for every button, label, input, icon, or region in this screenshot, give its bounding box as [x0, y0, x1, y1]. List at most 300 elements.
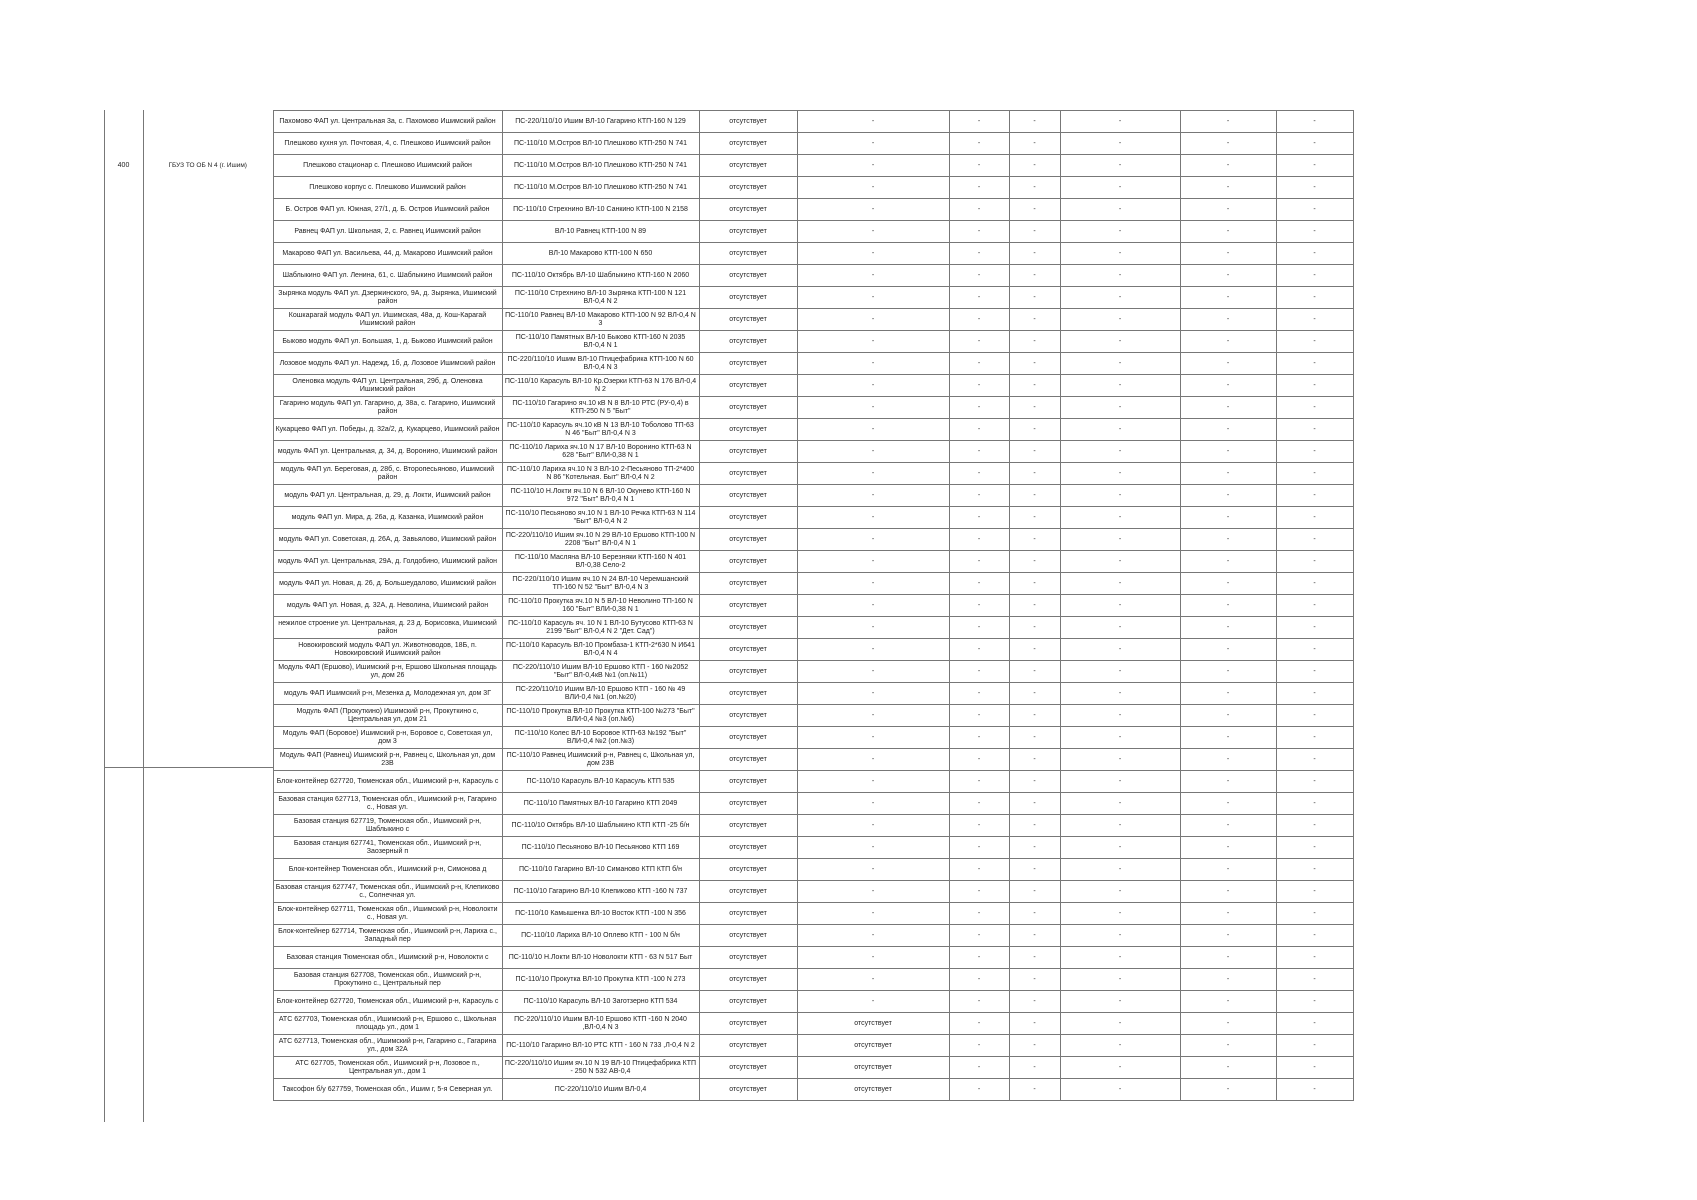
dash-cell: - — [797, 265, 949, 287]
dash-cell: - — [1276, 991, 1353, 1013]
backup-source-cell: отсутствует — [699, 793, 797, 815]
table-body — [104, 111, 1353, 1101]
table-row — [104, 331, 1353, 353]
object-address-cell: Равнец ФАП ул. Школьная, 2, с. Равнец Ишимский район — [273, 221, 502, 243]
dash-cell: - — [797, 683, 949, 705]
reliability-table-sheet — [104, 110, 1353, 1101]
left-border-col1 — [143, 110, 144, 1122]
dash-cell: - — [797, 419, 949, 441]
dash-cell: - — [1009, 903, 1060, 925]
dash-cell: - — [1060, 463, 1180, 485]
object-address-cell: Модуль ФАП (Прокуткино) Ишимский р-н, Прокуткино с, Центральная ул, дом 21 — [273, 705, 502, 727]
status-cell: отсутствует — [797, 1079, 949, 1101]
dash-cell: - — [1060, 243, 1180, 265]
dash-cell: - — [1009, 573, 1060, 595]
dash-cell: - — [1180, 287, 1276, 309]
dash-cell: - — [1276, 661, 1353, 683]
dash-cell: - — [797, 551, 949, 573]
dash-cell: - — [1060, 397, 1180, 419]
dash-cell: - — [1009, 859, 1060, 881]
dash-cell: - — [797, 155, 949, 177]
dash-cell: - — [1180, 1057, 1276, 1079]
dash-cell: - — [1060, 639, 1180, 661]
backup-source-cell: отсутствует — [699, 331, 797, 353]
dash-cell: - — [797, 309, 949, 331]
dash-cell: - — [1180, 507, 1276, 529]
backup-source-cell: отсутствует — [699, 595, 797, 617]
dash-cell: - — [1276, 507, 1353, 529]
power-source-cell: ВЛ-10 Равнец КТП-100 N 89 — [502, 221, 699, 243]
table-row — [104, 155, 1353, 177]
dash-cell: - — [949, 243, 1009, 265]
dash-cell: - — [1060, 1035, 1180, 1057]
backup-source-cell: отсутствует — [699, 419, 797, 441]
organization-cell — [143, 661, 273, 683]
backup-source-cell: отсутствует — [699, 441, 797, 463]
backup-source-cell: отсутствует — [699, 1079, 797, 1101]
left-border-col0 — [104, 110, 105, 1122]
object-address-cell: Блок-контейнер 627720, Тюменская обл., Ишимский р-н, Карасуль с — [273, 991, 502, 1013]
organization-cell — [143, 1057, 273, 1079]
organization-cell — [143, 529, 273, 551]
dash-cell: - — [1180, 265, 1276, 287]
row-number-cell — [104, 1057, 143, 1079]
dash-cell: - — [1009, 331, 1060, 353]
dash-cell: - — [1180, 595, 1276, 617]
dash-cell: - — [1060, 155, 1180, 177]
object-address-cell: модуль ФАП ул. Новая, д. 26, д. Большеудалово, Ишимский район — [273, 573, 502, 595]
organization-cell — [143, 925, 273, 947]
dash-cell: - — [1009, 133, 1060, 155]
row-number-cell — [104, 155, 143, 177]
dash-cell: - — [1180, 375, 1276, 397]
dash-cell: - — [1276, 353, 1353, 375]
table-row — [104, 221, 1353, 243]
power-source-cell: ПС-220/110/10 Ишим ВЛ-10 Ершово КТП -160 N 2040 ,ВЛ-0,4 N 3 — [502, 1013, 699, 1035]
table-row — [104, 133, 1353, 155]
dash-cell: - — [797, 947, 949, 969]
dash-cell: - — [1009, 441, 1060, 463]
table-row — [104, 485, 1353, 507]
dash-cell: - — [797, 573, 949, 595]
dash-cell: - — [1060, 1013, 1180, 1035]
dash-cell: - — [949, 155, 1009, 177]
backup-source-cell: отсутствует — [699, 309, 797, 331]
row-number-cell — [104, 221, 143, 243]
object-address-cell: модуль ФАП ул. Центральная, д. 29, д. Локти, Ишимский район — [273, 485, 502, 507]
dash-cell: - — [1180, 441, 1276, 463]
dash-cell: - — [949, 287, 1009, 309]
dash-cell: - — [1180, 749, 1276, 771]
row-number-cell — [104, 881, 143, 903]
backup-source-cell: отсутствует — [699, 463, 797, 485]
backup-source-cell: отсутствует — [699, 111, 797, 133]
object-address-cell: Макарово ФАП ул. Васильева, 44, д. Макарово Ишимский район — [273, 243, 502, 265]
organization-cell — [143, 551, 273, 573]
power-source-cell: ПС-110/10 М.Остров ВЛ-10 Плешково КТП-250 N 741 — [502, 133, 699, 155]
dash-cell: - — [1180, 463, 1276, 485]
dash-cell: - — [1276, 287, 1353, 309]
dash-cell: - — [1180, 705, 1276, 727]
power-source-cell: ПС-220/110/10 Ишим ВЛ-0,4 — [502, 1079, 699, 1101]
dash-cell: - — [1276, 705, 1353, 727]
object-address-cell: Базовая станция 627708, Тюменская обл., Ишимский р-н, Прокуткино с., Центральный пер — [273, 969, 502, 991]
organization-cell — [143, 1035, 273, 1057]
dash-cell: - — [1009, 793, 1060, 815]
power-source-cell: ПС-110/10 Карасуль ВЛ-10 Заготзерно КТП 534 — [502, 991, 699, 1013]
organization-cell — [143, 155, 273, 177]
table-row — [104, 661, 1353, 683]
dash-cell: - — [949, 221, 1009, 243]
dash-cell: - — [797, 507, 949, 529]
dash-cell: - — [1180, 243, 1276, 265]
dash-cell: - — [1009, 353, 1060, 375]
row-number-cell — [104, 925, 143, 947]
dash-cell: - — [1009, 485, 1060, 507]
dash-cell: - — [797, 243, 949, 265]
table-row — [104, 529, 1353, 551]
object-address-cell: Базовая станция Тюменская обл., Ишимский р-н, Новолокти с — [273, 947, 502, 969]
object-address-cell: Шаблыкино ФАП ул. Ленина, 61, с. Шаблыкино Ишимский район — [273, 265, 502, 287]
dash-cell: - — [1276, 463, 1353, 485]
object-address-cell: Базовая станция 627741, Тюменская обл., Ишимский р-н, Заозерный п — [273, 837, 502, 859]
dash-cell: - — [1180, 1079, 1276, 1101]
dash-cell: - — [1009, 287, 1060, 309]
dash-cell: - — [949, 265, 1009, 287]
table-row — [104, 573, 1353, 595]
organization-cell — [143, 111, 273, 133]
dash-cell: - — [1060, 419, 1180, 441]
dash-cell: - — [1276, 595, 1353, 617]
dash-cell: - — [1060, 815, 1180, 837]
dash-cell: - — [797, 881, 949, 903]
dash-cell: - — [1060, 947, 1180, 969]
dash-cell: - — [1276, 859, 1353, 881]
power-source-cell: ПС-110/10 Памятных ВЛ-10 Гагарино КТП 2049 — [502, 793, 699, 815]
organization-cell — [143, 309, 273, 331]
dash-cell: - — [1060, 1079, 1180, 1101]
object-address-cell: модуль ФАП ул. Центральная, 29А, д. Голдобино, Ишимский район — [273, 551, 502, 573]
dash-cell: - — [797, 859, 949, 881]
power-source-cell: ПС-220/110/10 Ишим ВЛ-10 Ершово КТП - 160 №2052 "Быт" ВЛ-0,4кВ №1 (оп.№11) — [502, 661, 699, 683]
dash-cell: - — [1009, 683, 1060, 705]
organization-cell — [143, 771, 273, 793]
status-cell: отсутствует — [797, 1013, 949, 1035]
dash-cell: - — [1180, 1013, 1276, 1035]
dash-cell: - — [1009, 243, 1060, 265]
object-address-cell: Пахомово ФАП ул. Центральная 3а, с. Пахомово Ишимский район — [273, 111, 502, 133]
table-row — [104, 837, 1353, 859]
table-row — [104, 353, 1353, 375]
dash-cell: - — [797, 793, 949, 815]
row-number-cell — [104, 441, 143, 463]
object-address-cell: Лозовое модуль ФАП ул. Надежд, 1б, д. Лозовое Ишимский район — [273, 353, 502, 375]
row-number-cell — [104, 331, 143, 353]
dash-cell: - — [1180, 199, 1276, 221]
backup-source-cell: отсутствует — [699, 1035, 797, 1057]
power-source-cell: ПС-110/10 Лариха яч.10 N 17 ВЛ-10 Воронино КТП-63 N 628 "Быт" ВЛИ-0,38 N 1 — [502, 441, 699, 463]
backup-source-cell: отсутствует — [699, 991, 797, 1013]
dash-cell: - — [1060, 859, 1180, 881]
dash-cell: - — [949, 331, 1009, 353]
dash-cell: - — [949, 1013, 1009, 1035]
organization-cell — [143, 243, 273, 265]
organization-cell — [143, 903, 273, 925]
dash-cell: - — [1276, 419, 1353, 441]
organization-cell — [143, 595, 273, 617]
power-source-cell: ПС-110/10 Масляна ВЛ-10 Березняки КТП-160 N 401 ВЛ-0,38 Село-2 — [502, 551, 699, 573]
dash-cell: - — [1276, 111, 1353, 133]
object-address-cell: Плешково стационар с. Плешково Ишимский район — [273, 155, 502, 177]
dash-cell: - — [1180, 639, 1276, 661]
dash-cell: - — [949, 133, 1009, 155]
dash-cell: - — [1276, 1013, 1353, 1035]
dash-cell: - — [1009, 815, 1060, 837]
power-source-cell: ПС-110/10 Карасуль яч.10 кВ N 13 ВЛ-10 Тоболово ТП-63 N 46 "Быт" ВЛ-0,4 N 3 — [502, 419, 699, 441]
dash-cell: - — [1276, 309, 1353, 331]
row-number-cell — [104, 727, 143, 749]
dash-cell: - — [949, 639, 1009, 661]
dash-cell: - — [1180, 133, 1276, 155]
organization-cell — [143, 969, 273, 991]
row-number-cell — [104, 683, 143, 705]
power-source-cell: ПС-110/10 Карасуль ВЛ-10 Промбаза-1 КТП-2*630 N И641 ВЛ-0,4 N 4 — [502, 639, 699, 661]
dash-cell: - — [797, 705, 949, 727]
status-cell: отсутствует — [797, 1035, 949, 1057]
dash-cell: - — [797, 529, 949, 551]
object-address-cell: Блок-контейнер Тюменская обл., Ишимский р-н, Симонова д — [273, 859, 502, 881]
dash-cell: - — [1009, 419, 1060, 441]
dash-cell: - — [1276, 925, 1353, 947]
backup-source-cell: отсутствует — [699, 903, 797, 925]
backup-source-cell: отсутствует — [699, 133, 797, 155]
dash-cell: - — [949, 815, 1009, 837]
power-source-cell: ПС-110/10 Н.Локти ВЛ-10 Новолокти КТП - 63 N 517 Быт — [502, 947, 699, 969]
dash-cell: - — [1060, 903, 1180, 925]
dash-cell: - — [1276, 617, 1353, 639]
table-row — [104, 1035, 1353, 1057]
power-source-cell: ПС-110/10 Прокутка яч.10 N 5 ВЛ-10 Неволино ТП-160 N 160 "Быт" ВЛИ-0,38 N 1 — [502, 595, 699, 617]
dash-cell: - — [1276, 881, 1353, 903]
table-row — [104, 397, 1353, 419]
power-source-cell: ПС-110/10 Карасуль яч. 10 N 1 ВЛ-10 Бутусово КТП-63 N 2199 "Быт" ВЛ-0,4 N 2 "Дет. Сад") — [502, 617, 699, 639]
dash-cell: - — [797, 837, 949, 859]
power-source-cell: ПС-110/10 М.Остров ВЛ-10 Плешково КТП-250 N 741 — [502, 177, 699, 199]
dash-cell: - — [797, 397, 949, 419]
organization-cell — [143, 397, 273, 419]
dash-cell: - — [1060, 177, 1180, 199]
dash-cell: - — [1009, 265, 1060, 287]
dash-cell: - — [797, 463, 949, 485]
dash-cell: - — [1009, 617, 1060, 639]
dash-cell: - — [1276, 1079, 1353, 1101]
dash-cell: - — [797, 595, 949, 617]
table-row — [104, 727, 1353, 749]
power-source-cell: ПС-110/10 Гагарино яч.10 кВ N 8 ВЛ-10 РТС (РУ-0,4) в КТП-250 N 5 "Быт" — [502, 397, 699, 419]
row-number-cell — [104, 969, 143, 991]
row-number-cell — [104, 199, 143, 221]
backup-source-cell: отсутствует — [699, 969, 797, 991]
table-row — [104, 793, 1353, 815]
backup-source-cell: отсутствует — [699, 815, 797, 837]
dash-cell: - — [949, 573, 1009, 595]
dash-cell: - — [1009, 1079, 1060, 1101]
dash-cell: - — [797, 111, 949, 133]
backup-source-cell: отсутствует — [699, 683, 797, 705]
organization-cell — [143, 221, 273, 243]
backup-source-cell: отсутствует — [699, 155, 797, 177]
dash-cell: - — [949, 837, 1009, 859]
power-source-cell: ПС-110/10 Стрехнино ВЛ-10 Санкино КТП-100 N 2158 — [502, 199, 699, 221]
dash-cell: - — [1276, 529, 1353, 551]
table-row — [104, 815, 1353, 837]
power-source-cell: ПС-110/10 Гагарино ВЛ-10 РТС КТП - 160 N 733 ,Л-0,4 N 2 — [502, 1035, 699, 1057]
organization-cell — [143, 1013, 273, 1035]
dash-cell: - — [1276, 441, 1353, 463]
object-address-cell: Таксофон б/у 627759, Тюменская обл., Ишим г, 5-я Северная ул. — [273, 1079, 502, 1101]
dash-cell: - — [797, 199, 949, 221]
dash-cell: - — [1276, 749, 1353, 771]
dash-cell: - — [1009, 947, 1060, 969]
dash-cell: - — [1180, 793, 1276, 815]
dash-cell: - — [1060, 881, 1180, 903]
dash-cell: - — [1180, 991, 1276, 1013]
dash-cell: - — [1180, 331, 1276, 353]
dash-cell: - — [1060, 683, 1180, 705]
row-number-cell — [104, 705, 143, 727]
dash-cell: - — [949, 463, 1009, 485]
power-source-cell: ПС-110/10 Равнец ВЛ-10 Макарово КТП-100 N 92 ВЛ-0,4 N 3 — [502, 309, 699, 331]
backup-source-cell: отсутствует — [699, 617, 797, 639]
table-row — [104, 287, 1353, 309]
power-source-cell: ПС-110/10 Колес ВЛ-10 Боровое КТП-63 №192 "Быт" ВЛИ-0,4 №2 (оп.№3) — [502, 727, 699, 749]
row-number-cell — [104, 507, 143, 529]
dash-cell: - — [1060, 133, 1180, 155]
object-address-cell: модуль ФАП ул. Новая, д. 32А, д. Неволина, Ишимский район — [273, 595, 502, 617]
organization-cell — [143, 441, 273, 463]
backup-source-cell: отсутствует — [699, 1013, 797, 1035]
dash-cell: - — [1009, 661, 1060, 683]
organization-cell — [143, 375, 273, 397]
power-source-cell: ПС-110/10 Карасуль ВЛ-10 Кр.Озерки КТП-63 N 176 ВЛ-0,4 N 2 — [502, 375, 699, 397]
dash-cell: - — [1060, 617, 1180, 639]
backup-source-cell: отсутствует — [699, 529, 797, 551]
dash-cell: - — [1060, 375, 1180, 397]
dash-cell: - — [797, 815, 949, 837]
dash-cell: - — [1009, 1057, 1060, 1079]
organization-cell — [143, 353, 273, 375]
dash-cell: - — [1009, 375, 1060, 397]
dash-cell: - — [1180, 859, 1276, 881]
dash-cell: - — [1180, 1035, 1276, 1057]
row-number-cell — [104, 419, 143, 441]
dash-cell: - — [1180, 485, 1276, 507]
organization-cell — [143, 133, 273, 155]
power-source-cell: ПС-220/110/10 Ишим яч.10 N 29 ВЛ-10 Ершово КТП-100 N 2208 "Быт" ВЛ-0,4 N 1 — [502, 529, 699, 551]
object-address-cell: Плешково кухня ул. Почтовая, 4, с. Плешково Ишимский район — [273, 133, 502, 155]
power-source-cell: ПС-110/10 Н.Локти яч.10 N 6 ВЛ-10 Окунево КТП-160 N 972 "Быт" ВЛ-0,4 N 1 — [502, 485, 699, 507]
table-row — [104, 771, 1353, 793]
dash-cell: - — [1009, 551, 1060, 573]
dash-cell: - — [1276, 903, 1353, 925]
power-source-cell: ПС-220/110/10 Ишим яч.10 N 19 ВЛ-10 Птицефабрика КТП - 250 N 532 АВ-0,4 — [502, 1057, 699, 1079]
dash-cell: - — [1180, 155, 1276, 177]
row-number-cell — [104, 793, 143, 815]
supply-points-table — [104, 110, 1354, 1101]
backup-source-cell: отсутствует — [699, 221, 797, 243]
dash-cell: - — [797, 133, 949, 155]
backup-source-cell: отсутствует — [699, 859, 797, 881]
dash-cell: - — [797, 331, 949, 353]
object-address-cell: Блок-контейнер 627711, Тюменская обл., Ишимский р-н, Новолокти с., Новая ул. — [273, 903, 502, 925]
table-row — [104, 925, 1353, 947]
dash-cell: - — [949, 111, 1009, 133]
row-number-cell — [104, 837, 143, 859]
dash-cell: - — [797, 925, 949, 947]
dash-cell: - — [949, 199, 1009, 221]
power-source-cell: ПС-110/10 Гагарино ВЛ-10 Симаново КТП КТП б/н — [502, 859, 699, 881]
power-source-cell: ПС-110/10 Лариха яч.10 N 3 ВЛ-10 2-Песьяново ТП-2*400 N 86 "Котельная. Быт" ВЛ-0,4 N 2 — [502, 463, 699, 485]
object-address-cell: модуль ФАП ул. Центральная, д. 34, д. Воронино, Ишимский район — [273, 441, 502, 463]
dash-cell: - — [1009, 639, 1060, 661]
dash-cell: - — [1276, 793, 1353, 815]
dash-cell: - — [1060, 925, 1180, 947]
dash-cell: - — [1009, 507, 1060, 529]
dash-cell: - — [1276, 639, 1353, 661]
object-address-cell: Кошкарагай модуль ФАП ул. Ишимская, 48а, д. Кош-Карагай Ишимский район — [273, 309, 502, 331]
dash-cell: - — [1180, 661, 1276, 683]
row-number-cell — [104, 595, 143, 617]
dash-cell: - — [1009, 595, 1060, 617]
row-number-cell — [104, 771, 143, 793]
dash-cell: - — [1060, 771, 1180, 793]
dash-cell: - — [1009, 991, 1060, 1013]
power-source-cell: ПС-110/10 Лариха ВЛ-10 Оплево КТП - 100 N б/н — [502, 925, 699, 947]
table-row — [104, 683, 1353, 705]
row-number-cell — [104, 287, 143, 309]
dash-cell: - — [1276, 133, 1353, 155]
dash-cell: - — [1180, 529, 1276, 551]
dash-cell: - — [1276, 199, 1353, 221]
dash-cell: - — [1180, 309, 1276, 331]
organization-cell — [143, 683, 273, 705]
dash-cell: - — [797, 639, 949, 661]
power-source-cell: ПС-110/10 Песьяново яч.10 N 1 ВЛ-10 Речка КТП-63 N 114 "Быт" ВЛ-0,4 N 2 — [502, 507, 699, 529]
dash-cell: - — [797, 441, 949, 463]
dash-cell: - — [797, 991, 949, 1013]
organization-cell — [143, 881, 273, 903]
organization-cell — [143, 617, 273, 639]
dash-cell: - — [1060, 309, 1180, 331]
dash-cell: - — [797, 617, 949, 639]
table-row — [104, 463, 1353, 485]
object-address-cell: модуль ФАП ул. Береговая, д. 28б, с. Второпесьяново, Ишимский район — [273, 463, 502, 485]
row-number-cell — [104, 309, 143, 331]
dash-cell: - — [1180, 551, 1276, 573]
row-number-cell — [104, 485, 143, 507]
table-row — [104, 375, 1353, 397]
object-address-cell: Гагарино модуль ФАП ул. Гагарино, д. 38а, с. Гагарино, Ишимский район — [273, 397, 502, 419]
dash-cell: - — [1180, 903, 1276, 925]
dash-cell: - — [1060, 837, 1180, 859]
object-address-cell: Блок-контейнер 627714, Тюменская обл., Ишимский р-н, Лариха с., Западный пер — [273, 925, 502, 947]
organization-cell — [143, 199, 273, 221]
dash-cell: - — [949, 705, 1009, 727]
dash-cell: - — [1060, 507, 1180, 529]
dash-cell: - — [1060, 265, 1180, 287]
object-address-cell: Базовая станция 627719, Тюменская обл., Ишимский р-н, Шаблыкино с — [273, 815, 502, 837]
row-number-cell — [104, 529, 143, 551]
